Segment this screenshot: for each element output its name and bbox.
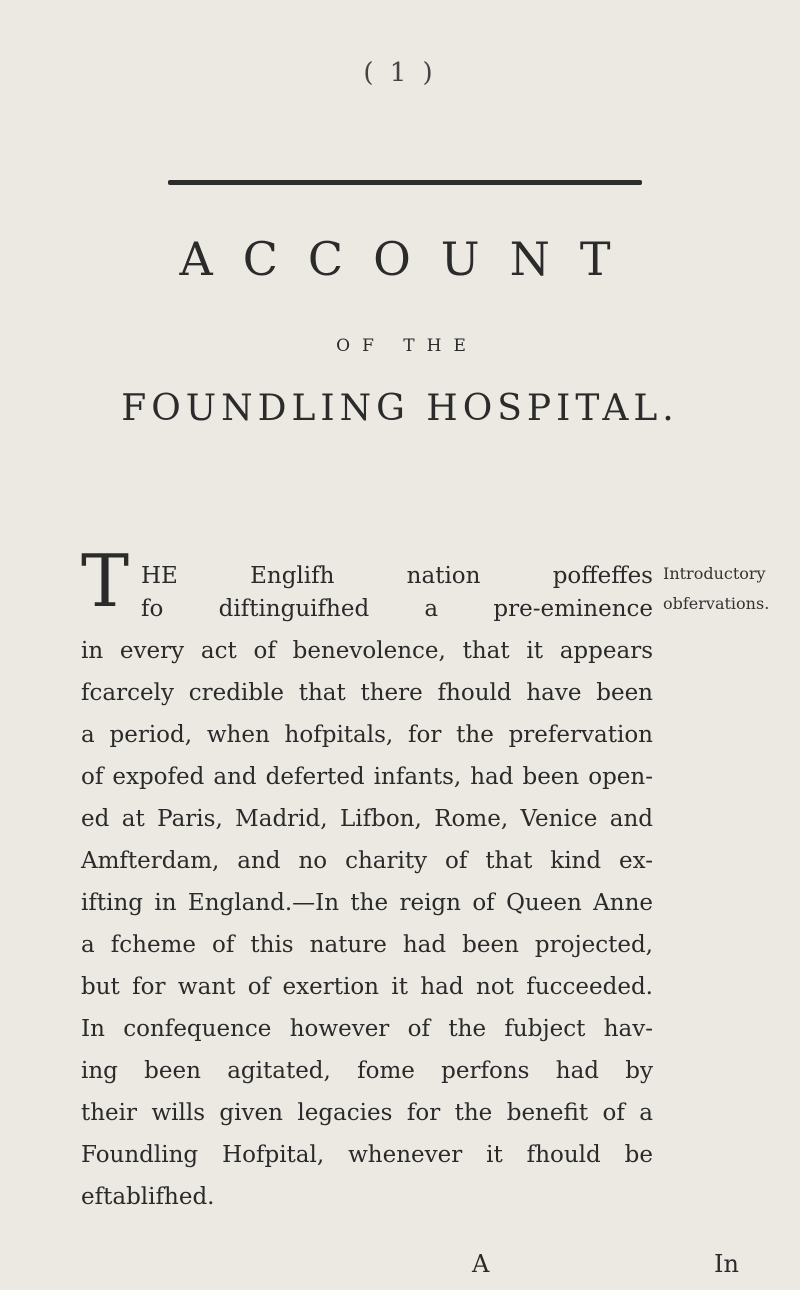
body-line: ing been agitated, fome perfons had by [81,1058,653,1084]
body-line: fcarcely credible that there fhould have been [81,680,653,706]
body-line: in every act of benevolence, that it appears [81,638,653,664]
page-number: ( 1 ) [363,58,437,88]
marginal-note [663,559,798,619]
body-line: a period, when hofpitals, for the prefervation [81,722,653,748]
body-line: Amfterdam, and no charity of that kind ex- [81,848,653,874]
body-line: eftablifhed. [81,1184,215,1210]
catchword: In [714,1250,739,1278]
title-foundling-hospital: FOUNDLING HOSPITAL. [121,388,679,429]
title-account: ACCOUNT [179,232,641,286]
title-of-the: OF THE [336,336,478,356]
body-line: fo diftinguifhed a pre-eminence [141,596,653,622]
marginal-note-line2: obfervations. [663,594,770,613]
drop-cap: T [81,539,130,623]
body-line: ifting in England.—In the reign of Queen Anne [81,890,653,916]
body-line: a fcheme of this nature had been projected, [81,932,653,958]
body-line: Foundling Hofpital, whenever it fhould be [81,1142,653,1168]
header-rule [168,180,642,185]
body-line: ed at Paris, Madrid, Lifbon, Rome, Venice and [81,806,653,832]
body-line: HE Englifh nation poffeffes [141,563,653,589]
body-line: but for want of exertion it had not fucceeded. [81,974,653,1000]
body-line: their wills given legacies for the benefit of a [81,1100,653,1126]
marginal-note-line1: Introductory [663,564,766,583]
body-line: of expofed and deferted infants, had been open- [81,764,653,790]
signature-mark: A [472,1250,490,1278]
body-line: In confequence however of the fubject hav- [81,1016,653,1042]
